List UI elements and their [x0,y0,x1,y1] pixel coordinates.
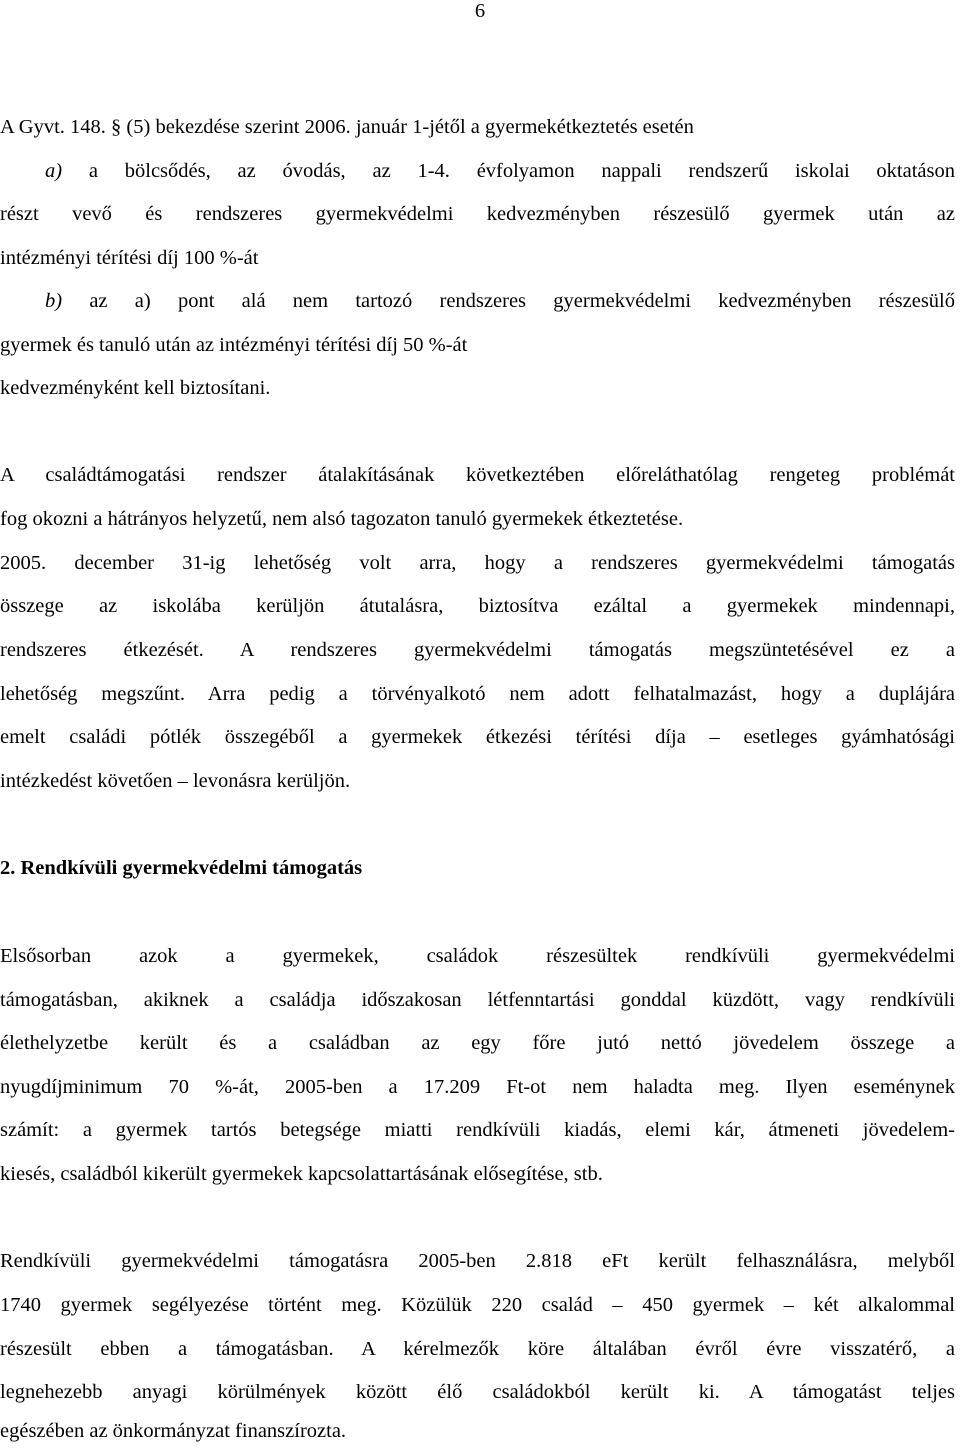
page-number: 6 [474,0,486,22]
paragraph-line: intézkedést követően – levonásra kerüljön. [0,770,351,792]
paragraph-line: intézményi térítési díj 100 %-át [0,247,259,269]
list-marker: a) [45,160,63,182]
paragraph-line: kiesés, családból kikerült gyermekek kapcsolattartásának elősegítése, stb. [0,1163,603,1185]
paragraph-line: összege az iskolába kerüljön átutalásra, biztosítva ezáltal a gyermekek mindennapi, [0,595,955,617]
paragraph-line: támogatásban, akiknek a családja időszakosan létfenntartási gonddal küzdött, vagy rendkívüli [0,989,955,1011]
paragraph-line: A Gyvt. 148. § (5) bekezdése szerint 2006. január 1-jétől a gyermekétkeztetés esetén [0,116,694,138]
paragraph-line: legnehezebb anyagi körülmények között élő családokból került ki. A támogatást teljes [0,1381,955,1403]
paragraph-line [45,280,955,324]
paragraph-line: rendszeres étkezését. A rendszeres gyermekvédelmi támogatás megszüntetésével ez a [0,639,955,661]
paragraph-line: részesült ebben a támogatásban. A kérelmezők köre általában évről évre visszatérő, a [0,1338,955,1360]
paragraph-line: Elsősorban azok a gyermekek, családok részesültek rendkívüli gyermekvédelmi [0,945,955,967]
list-text: a bölcsődés, az óvodás, az 1-4. évfolyamon nappali rendszerű iskolai oktatáson [62,160,955,182]
list-marker: b) [45,290,63,312]
paragraph-line: nyugdíjminimum 70 %-át, 2005-ben a 17.209 Ft-ot nem haladta meg. Ilyen eseménynek [0,1076,955,1098]
paragraph-line: fog okozni a hátrányos helyzetű, nem alsó tagozaton tanuló gyermekek étkeztetése. [0,508,684,530]
paragraph-line: élethelyzetbe került és a családban az egy főre jutó nettó jövedelem összege a [0,1032,955,1054]
paragraph-line: 1740 gyermek segélyezése történt meg. Közülük 220 család – 450 gyermek – két alkalommal [0,1294,955,1316]
paragraph-line: A családtámogatási rendszer átalakításának következtében előreláthatólag rengeteg problémát [0,464,955,486]
paragraph-line: 2005. december 31-ig lehetőség volt arra, hogy a rendszeres gyermekvédelmi támogatás [0,552,955,574]
paragraph-line: gyermek és tanuló után az intézményi térítési díj 50 %-át [0,334,468,356]
list-text: az a) pont alá nem tartozó rendszeres gyermekvédelmi kedvezményben részesülő [62,290,955,312]
paragraph-line [45,150,955,194]
section-heading: 2. Rendkívüli gyermekvédelmi támogatás [0,857,363,879]
paragraph-line: kedvezményként kell biztosítani. [0,377,271,399]
paragraph-line: részt vevő és rendszeres gyermekvédelmi kedvezményben részesülő gyermek után az [0,203,955,225]
paragraph-line: Rendkívüli gyermekvédelmi támogatásra 2005-ben 2.818 eFt került felhasználásra, melyből [0,1250,955,1272]
paragraph-line: lehetőség megszűnt. Arra pedig a törvényalkotó nem adott felhatalmazást, hogy a duplájára [0,683,955,705]
paragraph-line: emelt családi pótlék összegéből a gyermekek étkezési térítési díja – esetleges gyámhatósági [0,726,955,748]
paragraph-line: számít: a gyermek tartós betegsége miatti rendkívüli kiadás, elemi kár, átmeneti jövedelem- [0,1119,955,1141]
paragraph-line: egészében az önkormányzat finanszírozta. [0,1420,347,1442]
